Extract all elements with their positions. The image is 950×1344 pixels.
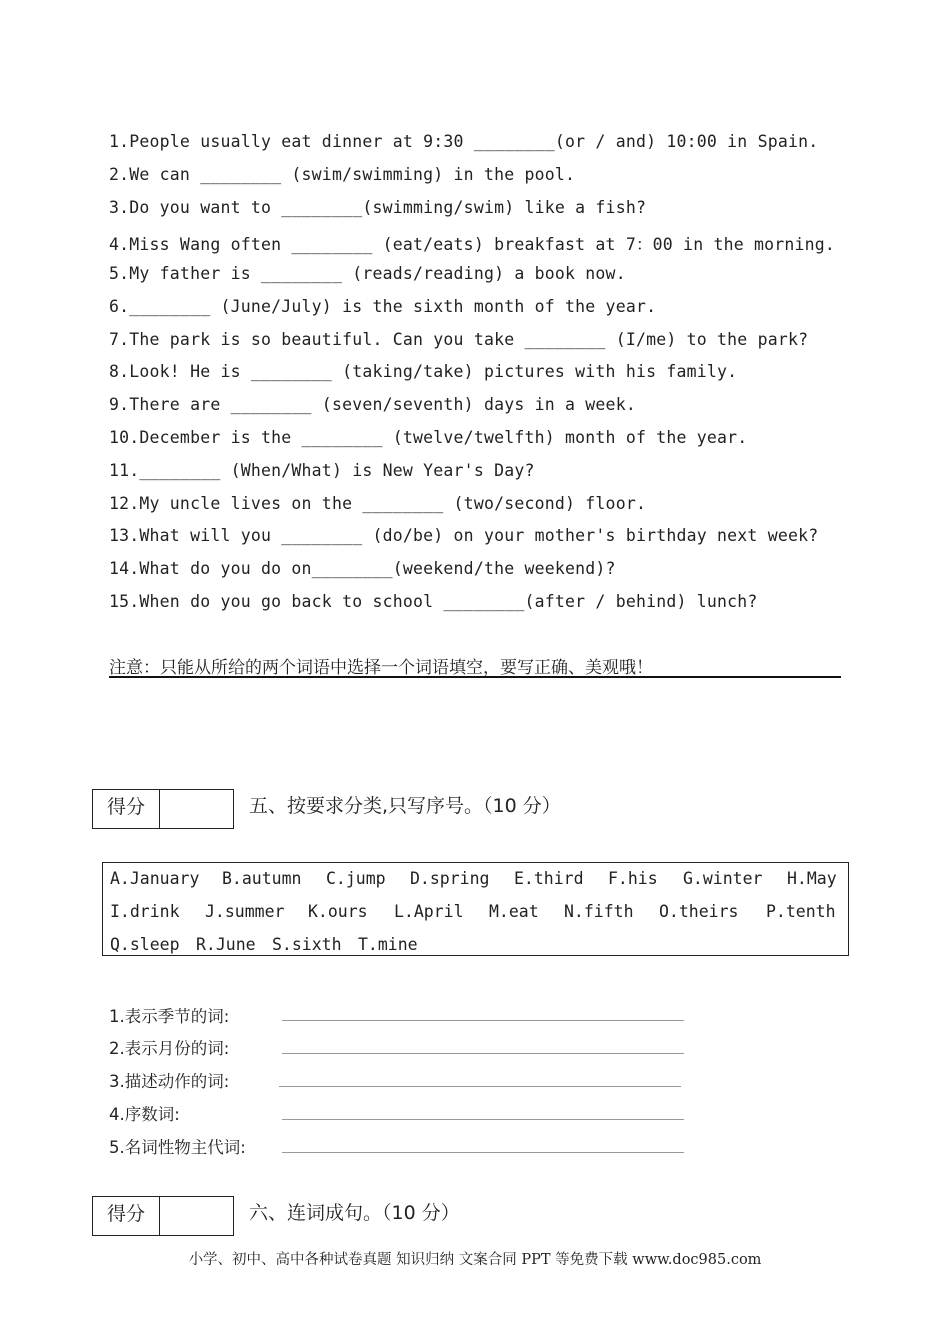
- question-11: 11.________ (When/What) is New Year's Day?: [109, 461, 535, 480]
- score-label: 得分: [93, 1197, 160, 1235]
- question-6: 6.________ (June/July) is the sixth month of the year.: [109, 297, 657, 316]
- word-item: T.mine: [358, 935, 418, 954]
- question-2: 2.We can ________ (swim/swimming) in the pool.: [109, 165, 576, 184]
- question-15: 15.When do you go back to school ________(after / behind) lunch?: [109, 592, 758, 611]
- question-7: 7.The park is so beautiful. Can you take ________ (I/me) to the park?: [109, 330, 809, 349]
- category-4: 4.序数词:: [109, 1105, 180, 1124]
- category-1: 1.表示季节的词:: [109, 1007, 230, 1026]
- answer-line-4[interactable]: [282, 1119, 684, 1120]
- word-item: M.eat: [489, 902, 539, 921]
- question-10: 10.December is the ________ (twelve/twelfth) month of the year.: [109, 428, 748, 447]
- question-12: 12.My uncle lives on the ________ (two/second) floor.: [109, 494, 647, 513]
- word-item: S.sixth: [272, 935, 342, 954]
- word-item: I.drink: [110, 902, 180, 921]
- word-item: G.winter: [683, 869, 763, 888]
- question-1: 1.People usually eat dinner at 9:30 ________(or / and) 10:00 in Spain.: [109, 132, 819, 151]
- word-item: H.May: [787, 869, 837, 888]
- question-5: 5.My father is ________ (reads/reading) a book now.: [109, 264, 626, 283]
- question-8: 8.Look! He is ________ (taking/take) pictures with his family.: [109, 362, 738, 381]
- word-item: A.January: [110, 869, 200, 888]
- word-item: R.June: [196, 935, 256, 954]
- word-item: P.tenth: [766, 902, 836, 921]
- answer-line-3[interactable]: [279, 1086, 681, 1087]
- section6-title: 六、连词成句。（10 分）: [249, 1202, 460, 1224]
- question-3: 3.Do you want to ________(swimming/swim) like a fish?: [109, 198, 647, 217]
- category-5: 5.名词性物主代词:: [109, 1138, 246, 1157]
- word-item: J.summer: [205, 902, 285, 921]
- note-underline: [109, 676, 841, 678]
- answer-line-2[interactable]: [282, 1053, 684, 1054]
- word-item: K.ours: [308, 902, 368, 921]
- score-box-section6: [92, 1196, 234, 1236]
- word-bank: [102, 862, 849, 956]
- section5-title: 五、按要求分类,只写序号。（10 分）: [249, 795, 561, 817]
- word-item: Q.sleep: [110, 935, 180, 954]
- word-item: B.autumn: [222, 869, 302, 888]
- question-14: 14.What do you do on________(weekend/the weekend)?: [109, 559, 616, 578]
- question-13: 13.What will you ________ (do/be) on your mother's birthday next week?: [109, 526, 819, 545]
- word-item: L.April: [394, 902, 464, 921]
- answer-line-1[interactable]: [282, 1020, 684, 1021]
- word-item: N.fifth: [564, 902, 634, 921]
- footer-text: 小学、初中、高中各种试卷真题 知识归纳 文案合同 PPT 等免费下载 www.doc985.com: [188, 1252, 762, 1268]
- word-item: F.his: [608, 869, 658, 888]
- question-9: 9.There are ________ (seven/seventh) days in a week.: [109, 395, 636, 414]
- category-2: 2.表示月份的词:: [109, 1039, 230, 1058]
- instruction-note: 注意：只能从所给的两个词语中选择一个词语填空，要写正确、美观哦！: [109, 658, 653, 678]
- word-item: E.third: [514, 869, 584, 888]
- word-item: C.jump: [326, 869, 386, 888]
- score-box-section5: [92, 789, 234, 829]
- word-item: D.spring: [410, 869, 490, 888]
- word-item: O.theirs: [659, 902, 739, 921]
- answer-line-5[interactable]: [282, 1152, 684, 1153]
- question-4: 4.Miss Wang often ________ (eat/eats) breakfast at 7：00 in the morning.: [109, 235, 836, 254]
- score-label: 得分: [93, 790, 160, 828]
- category-3: 3.描述动作的词:: [109, 1072, 230, 1091]
